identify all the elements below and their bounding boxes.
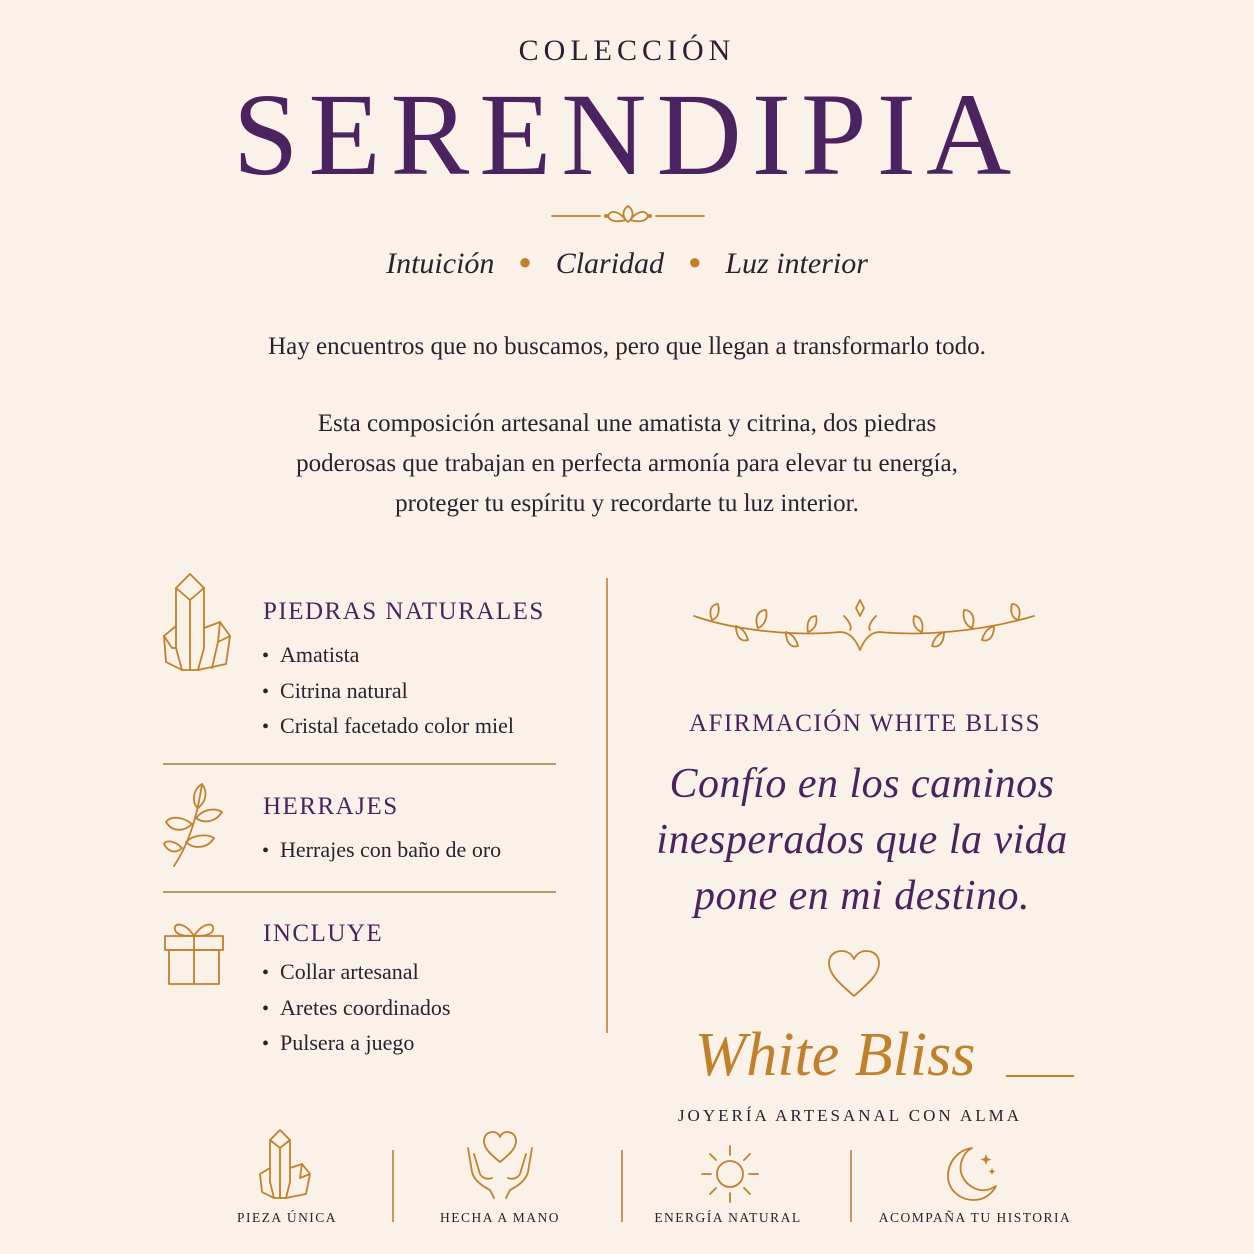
footer-divider	[850, 1150, 852, 1222]
list-item: • Pulsera a juego	[262, 1025, 450, 1061]
heart-icon	[826, 948, 882, 1000]
flourish-divider-icon	[548, 198, 708, 234]
affirmation-title: AFIRMACIÓN WHITE BLISS	[689, 710, 1041, 737]
column-divider	[606, 578, 608, 1033]
tagline-word: Intuición	[386, 247, 495, 280]
intro-line: proteger tu espíritu y recordarte tu luz interior.	[395, 490, 859, 517]
tagline-word: Claridad	[555, 247, 665, 280]
footer-divider	[621, 1150, 623, 1222]
section-title-includes: INCLUYE	[263, 920, 384, 947]
brand-logo: White Bliss	[694, 1021, 976, 1089]
intro-line: Esta composición artesanal une amatista y citrina, dos piedras	[317, 410, 937, 437]
hardware-list	[262, 832, 501, 868]
intro-line: poderosas que trabajan en perfecta armonía para elevar tu energía,	[296, 450, 958, 477]
footer-label: ENERGÍA NATURAL	[654, 1210, 802, 1225]
section-title-stones: PIEDRAS NATURALES	[263, 598, 545, 625]
affirmation-line: Confío en los caminos	[669, 761, 1055, 807]
affirmation-line: inesperados que la vida	[656, 817, 1068, 863]
hands-heart-icon	[464, 1128, 536, 1202]
bullet-dot-icon: ●	[688, 249, 702, 274]
section-divider	[163, 763, 556, 765]
footer-label: ACOMPAÑA TU HISTORIA	[878, 1210, 1072, 1225]
intro-body	[227, 404, 1027, 524]
list-item: • Cristal facetado color miel	[262, 708, 514, 744]
tagline	[0, 247, 1254, 281]
footer-divider	[392, 1150, 394, 1222]
list-item: • Collar artesanal	[262, 954, 450, 990]
affirmation-text	[612, 756, 1112, 924]
vine-ornament-icon	[690, 596, 1040, 658]
brand-subtitle: JOYERÍA ARTESANAL CON ALMA	[677, 1106, 1023, 1125]
footer-label: PIEZA ÚNICA	[236, 1210, 338, 1225]
list-item: • Citrina natural	[262, 673, 514, 709]
tagline-word: Luz interior	[725, 247, 868, 280]
collection-kicker: COLECCIÓN	[518, 34, 736, 67]
intro-lead: Hay encuentros que no buscamos, pero que llegan a transformarlo todo.	[268, 333, 986, 360]
list-item: • Amatista	[262, 637, 514, 673]
crystal-icon	[256, 1126, 314, 1202]
list-item: • Herrajes con baño de oro	[262, 832, 501, 868]
section-title-hardware: HERRAJES	[263, 793, 399, 820]
stones-list	[262, 637, 514, 744]
crystal-icon	[160, 570, 232, 676]
leaf-branch-icon	[162, 778, 226, 870]
list-item: • Aretes coordinados	[262, 990, 450, 1026]
gift-icon	[163, 918, 225, 986]
bullet-dot-icon: ●	[518, 249, 532, 274]
affirmation-line: pone en mi destino.	[693, 873, 1031, 919]
includes-list	[262, 954, 450, 1061]
collection-title: SERENDIPIA	[232, 69, 1022, 200]
sun-icon	[700, 1144, 760, 1204]
brand-underline	[1006, 1075, 1074, 1077]
footer-label: HECHA A MANO	[439, 1210, 560, 1225]
moon-stars-icon	[942, 1142, 998, 1204]
section-divider	[163, 891, 556, 893]
